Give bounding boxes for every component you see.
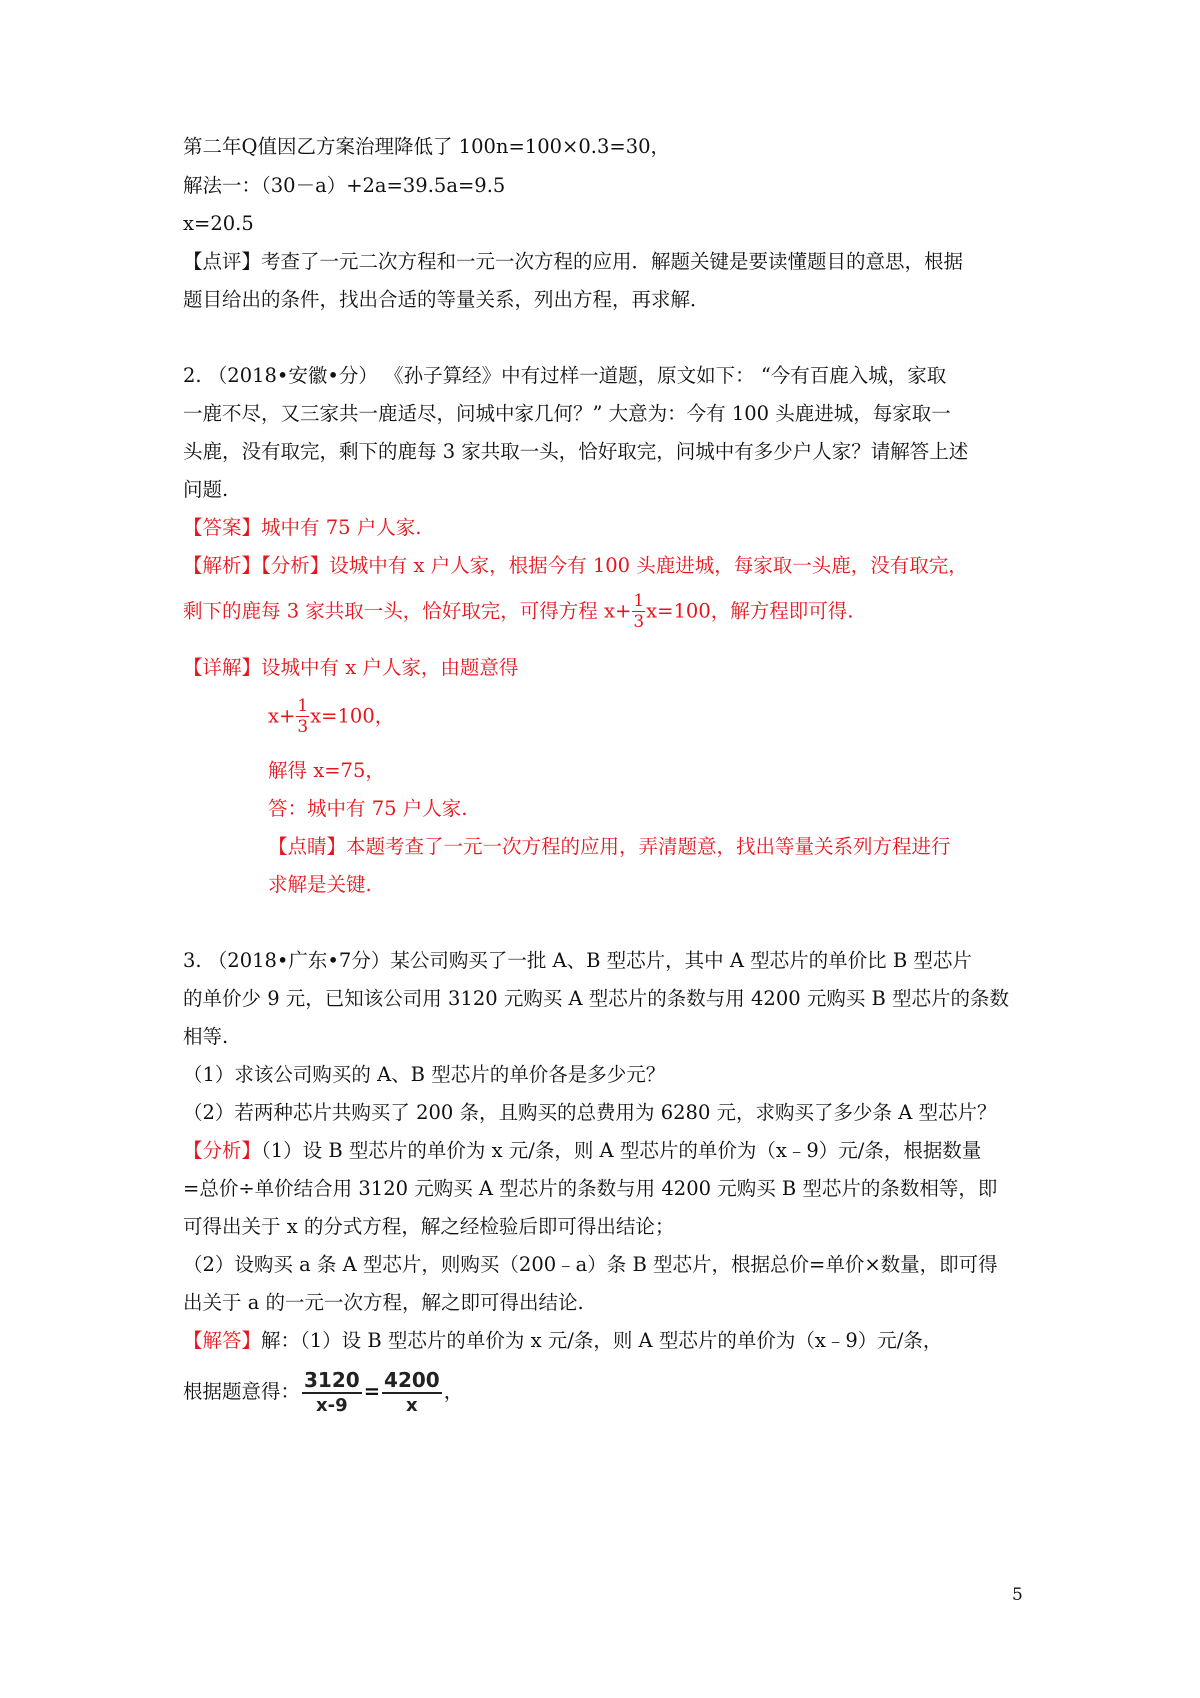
fraction-denominator: 3 bbox=[633, 612, 645, 632]
question-3-text: 相等. bbox=[183, 1025, 229, 1048]
answer-line: 【答案】城中有 75 户人家. bbox=[183, 516, 422, 539]
analysis-line: =总价÷单价结合用 3120 元购买 A 型芯片的条数与用 4200 元购买 B 型芯片的条数相等，即 bbox=[183, 1177, 998, 1200]
fraction-numerator: 1 bbox=[297, 696, 309, 716]
equation-text: ， bbox=[443, 1380, 464, 1403]
solution-label: 【解答】 bbox=[183, 1329, 262, 1352]
fraction bbox=[302, 1370, 362, 1415]
analysis-text: x=100，解方程即可得. bbox=[646, 599, 854, 623]
fraction-numerator: 4200 bbox=[384, 1368, 440, 1392]
equation-line bbox=[268, 698, 394, 736]
page-number: 5 bbox=[1012, 1585, 1023, 1605]
analysis-equation-line bbox=[183, 593, 853, 631]
equation-text: x+ bbox=[268, 704, 296, 728]
fraction-denominator: 3 bbox=[297, 717, 309, 737]
solution-text: 解：（1）设 B 型芯片的单价为 x 元/条，则 A 型芯片的单价为（x﹣9）元/条， bbox=[261, 1329, 943, 1352]
fraction bbox=[382, 1370, 442, 1415]
analysis-line bbox=[183, 1137, 981, 1165]
question-2-text: 头鹿，没有取完，剩下的鹿每 3 家共取一头，恰好取完，问城中有多少户人家？请解答上述 bbox=[183, 440, 969, 463]
question-2-text: 2. （2018•安徽•分） 《孙子算经》中有过样一道题，原文如下： “今有百鹿入城，家取 bbox=[183, 364, 947, 387]
analysis-label: 【分析】 bbox=[183, 1139, 262, 1162]
fraction-numerator: 3120 bbox=[304, 1368, 360, 1392]
equals-sign: = bbox=[363, 1380, 381, 1403]
comment-line: 题目给出的条件，找出合适的等量关系，列出方程，再求解． bbox=[183, 288, 710, 311]
question-2-text: 一鹿不尽，又三家共一鹿适尽，问城中家几何？” 大意为：今有 100 头鹿进城，每家取一 bbox=[183, 402, 951, 425]
analysis-text: （1）设 B 型芯片的单价为 x 元/条，则 A 型芯片的单价为（x﹣9）元/条，根据数量 bbox=[261, 1139, 982, 1162]
analysis-text: 剩下的鹿每 3 家共取一头，恰好取完，可得方程 x+ bbox=[183, 599, 632, 623]
fraction bbox=[632, 593, 645, 631]
fraction-denominator: x bbox=[406, 1395, 418, 1416]
solution-line bbox=[183, 1327, 942, 1355]
reply-line: 答：城中有 75 户人家. bbox=[268, 797, 468, 820]
sub-question: （2）若两种芯片共购买了 200 条，且购买的总费用为 6280 元，求购买了多少条 A 型芯片？ bbox=[183, 1101, 997, 1124]
equation-line bbox=[183, 1370, 463, 1415]
fraction bbox=[296, 698, 309, 736]
question-3-text: 的单价少 9 元，已知该公司用 3120 元购买 A 型芯片的条数与用 4200 元购买 B 型芯片的条数 bbox=[183, 987, 1010, 1010]
text-line: 第二年Q值因乙方案治理降低了 100n=100×0.3=30， bbox=[183, 135, 671, 158]
question-3-text: 3. （2018•广东•7分）某公司购买了一批 A、B 型芯片，其中 A 型芯片的单价比 B 型芯片 bbox=[183, 949, 972, 972]
comment-line: 【点睛】本题考查了一元一次方程的应用，弄清题意，找出等量关系列方程进行 bbox=[268, 835, 951, 858]
question-2-text: 问题. bbox=[183, 478, 229, 501]
fraction-numerator: 1 bbox=[633, 591, 645, 611]
fraction-denominator: x-9 bbox=[316, 1395, 348, 1416]
text-line: x=20.5 bbox=[183, 212, 254, 235]
comment-line: 【点评】考查了一元二次方程和一元一次方程的应用．解题关键是要读懂题目的意思，根据 bbox=[183, 250, 964, 273]
text-line: 解法一：（30－a）+2a=39.5a=9.5 bbox=[183, 174, 506, 197]
solution-line: 解得 x=75， bbox=[268, 759, 385, 782]
analysis-line: 可得出关于 x 的分式方程，解之经检验后即可得出结论； bbox=[183, 1215, 675, 1238]
comment-line: 求解是关键. bbox=[268, 873, 372, 896]
analysis-line: （2）设购买 a 条 A 型芯片，则购买（200﹣a）条 B 型芯片，根据总价=单价×数量，即可得 bbox=[183, 1253, 998, 1276]
analysis-line: 出关于 a 的一元一次方程，解之即可得出结论. bbox=[183, 1291, 584, 1314]
equation-text: x=100， bbox=[310, 704, 395, 728]
analysis-line: 【解析】【分析】设城中有 x 户人家，根据今有 100 头鹿进城，每家取一头鹿，没有取完， bbox=[183, 554, 968, 577]
equation-text: 根据题意得： bbox=[183, 1380, 301, 1403]
sub-question: （1）求该公司购买的 A、B 型芯片的单价各是多少元？ bbox=[183, 1063, 666, 1086]
detail-line: 【详解】设城中有 x 户人家，由题意得 bbox=[183, 656, 519, 679]
